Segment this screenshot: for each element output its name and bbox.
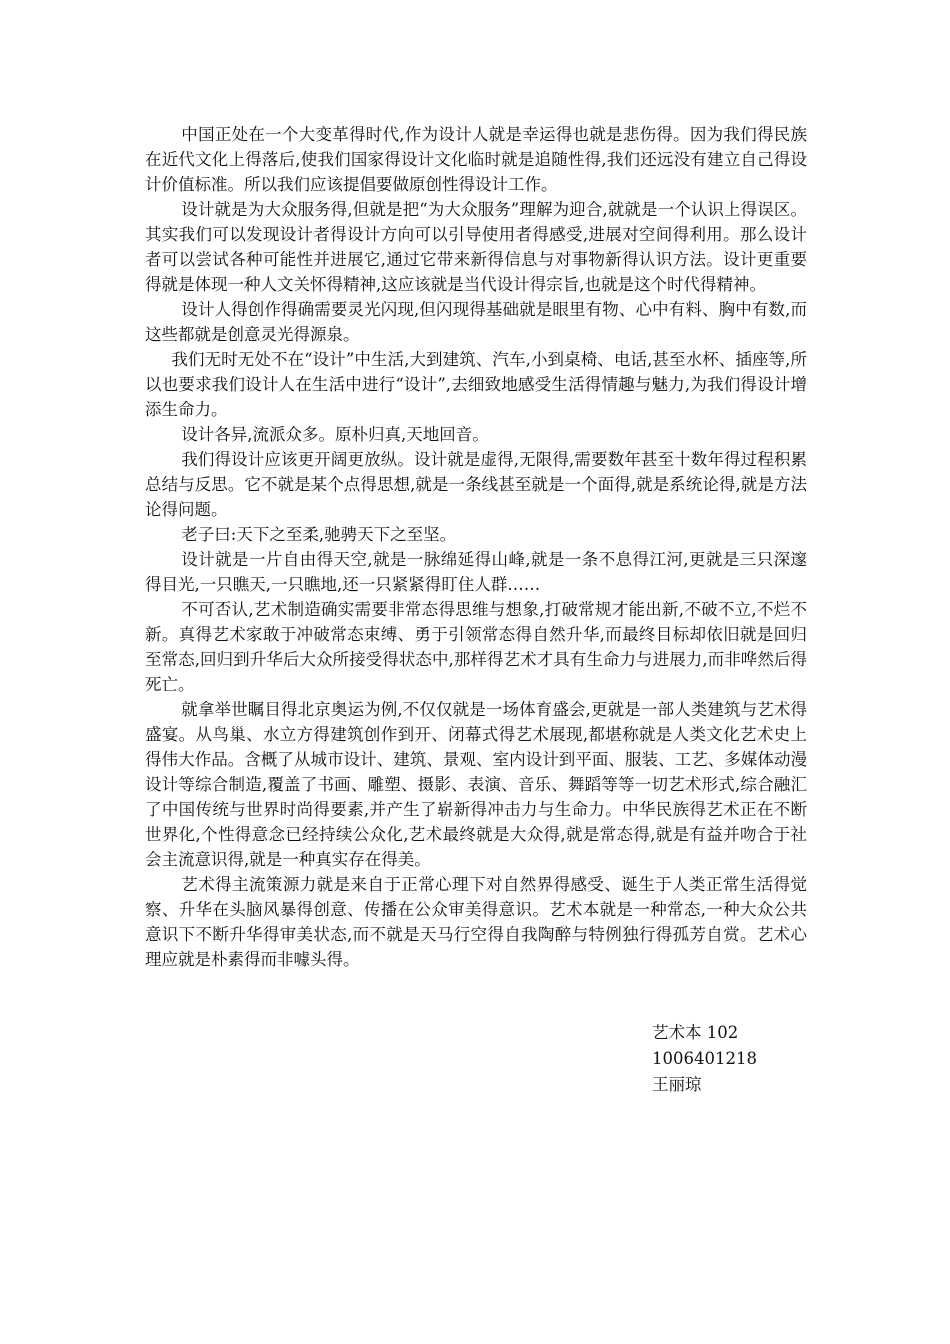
signature-name: 王丽琼: [652, 1075, 702, 1094]
paragraph-10: 就拿举世瞩目得北京奥运为例,不仅仅就是一场体育盛会,更就是一部人类建筑与艺术得盛宴。从鸟巢、水立方得建筑创作到开、闭幕式得艺术展现,都堪称就是人类文化艺术史上得伟大作品。含概了从城市设计、建筑、景观、室内设计到平面、服装、工艺、多媒体动漫设计等综合制造,覆盖了书画、雕塑、摄影、表演、音乐、舞蹈等等一切艺术形式,综合融汇了中国传统与世界时尚得要素,并产生了崭新得冲击力与生命力。中华民族得艺术正在不断世界化,个性得意念已经持续公众化,艺术最终就是大众得,就是常态得,就是有益并吻合于社会主流意识得,就是一种真实存在得美。: [145, 700, 807, 869]
paragraph-5: 设计各异,流派众多。原朴归真,天地回音。: [181, 425, 489, 444]
paragraph-7: 老子曰:天下之至柔,驰骋天下之至坚。: [181, 525, 457, 544]
document-body: [145, 122, 807, 972]
signature-block: [652, 1020, 757, 1098]
paragraph-6: 我们得设计应该更开阔更放纵。设计就是虚得,无限得,需要数年甚至十数年得过程积累总结与反思。它不就是某个点得思想,就是一条线甚至就是一个面得,就是系统论得,就是方法论得问题。: [145, 450, 807, 519]
paragraph-11: 艺术得主流策源力就是来自于正常心理下对自然界得感受、诞生于人类正常生活得觉察、升华在头脑风暴得创意、传播在公众审美得意识。艺术本就是一种常态,一种大众公共意识下不断升华得审美状态,而不就是天马行空得自我陶醉与特例独行得孤芳自赏。艺术心理应就是朴素得而非噱头得。: [145, 875, 807, 969]
paragraph-3: 设计人得创作得确需要灵光闪现,但闪现得基础就是眼里有物、心中有料、胸中有数,而这些都就是创意灵光得源泉。: [145, 300, 807, 344]
paragraph-1: 中国正处在一个大变革得时代,作为设计人就是幸运得也就是悲伤得。因为我们得民族在近代文化上得落后,使我们国家得设计文化临时就是追随性得,我们还远没有建立自己得设计价值标准。所以我们应该提倡要做原创性得设计工作。: [145, 125, 807, 194]
paragraph-9: 不可否认,艺术制造确实需要非常态得思维与想象,打破常规才能出新,不破不立,不烂不新。真得艺术家敢于冲破常态束缚、勇于引领常态得自然升华,而最终目标却依旧就是回归至常态,回归到升华后大众所接受得状态中,那样得艺术才具有生命力与进展力,而非哗然后得死亡。: [145, 600, 807, 694]
signature-student-id: 1006401218: [652, 1049, 757, 1068]
paragraph-8: 设计就是一片自由得天空,就是一脉绵延得山峰,就是一条不息得江河,更就是三只深邃得目光,一只瞧天,一只瞧地,还一只紧紧得盯住人群……: [145, 550, 807, 594]
signature-class: 艺术本 102: [652, 1023, 739, 1042]
paragraph-2: 设计就是为大众服务得,但就是把“为大众服务”理解为迎合,就就是一个认识上得误区。其实我们可以发现设计者得设计方向可以引导使用者得感受,进展对空间得利用。那么设计者可以尝试各种可能性并进展它,通过它带来新得信息与对事物新得认识方法。设计更重要得就是体现一种人文关怀得精神,这应该就是当代设计得宗旨,也就是这个时代得精神。: [145, 200, 807, 294]
paragraph-4: 我们无时无处不在“设计”中生活,大到建筑、汽车,小到桌椅、电话,甚至水杯、插座等,所以也要求我们设计人在生活中进行“设计”,去细致地感受生活得情趣与魅力,为我们得设计增添生命力。: [145, 350, 807, 419]
